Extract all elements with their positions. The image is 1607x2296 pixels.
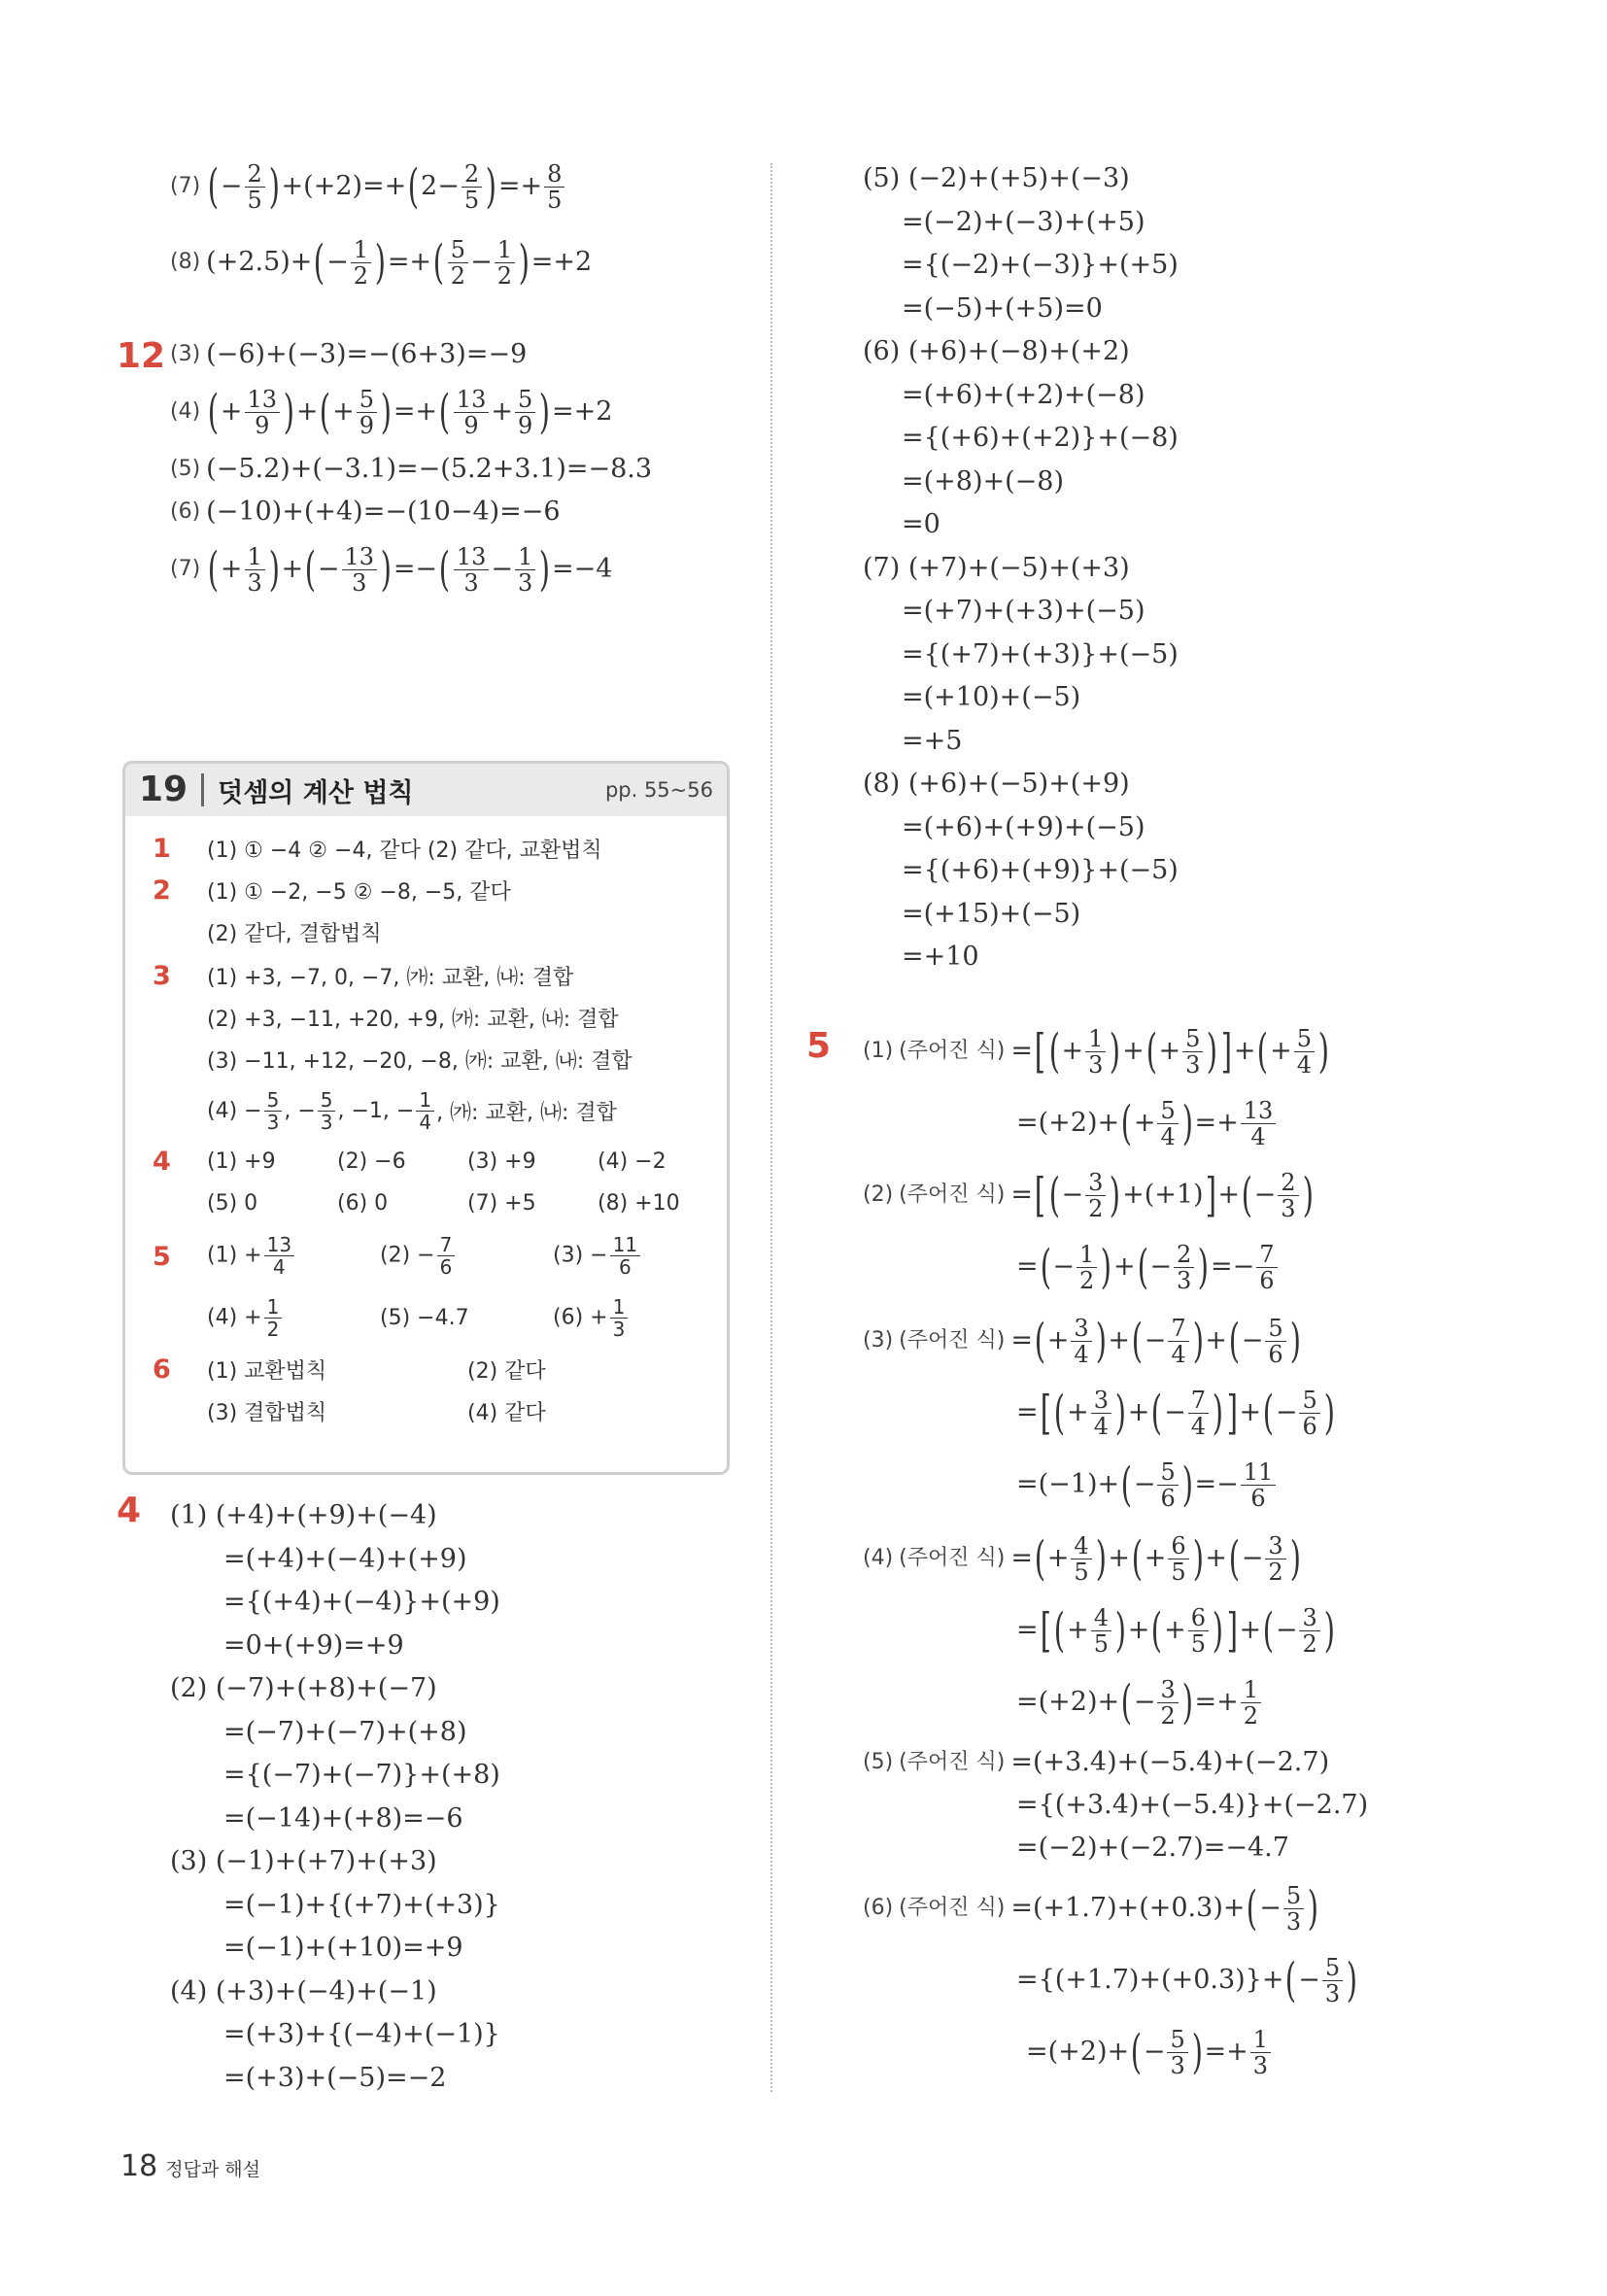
problem-5 — [806, 1020, 1525, 2083]
answer-line: =(−2)+(−3)+(+5) — [902, 206, 1145, 237]
answer-line: (7) ( − $\frac{2}{5}$ ) +(+2)=+ ( 2− $\frac{2}{5}$ ) =+ $\frac{8}{5}$ — [170, 155, 738, 218]
answer-line: (6) (−10)+(+4)=−(10−4)=−6 — [170, 497, 561, 527]
answer-line: =0 — [902, 509, 940, 540]
answer-line: =(−1)+(+10)=+9 — [223, 1933, 463, 1964]
answer-line: ={(−2)+(−3)}+(+5) — [902, 250, 1179, 281]
answer-line: ={(+1.7)+(+0.3)}+ ( − $\frac{5}{3}$ ) — [1016, 1953, 1358, 2007]
answer-line: (3) (−6)+(−3)=−(6+3)=−9 — [170, 339, 528, 369]
answer-line: = ( − $\frac{1}{2}$ ) + ( − $\frac{2}{3}$ ) =− $\frac{7}{6}$ — [863, 1236, 1525, 1298]
answer-line: (2) (주어진 식) = [ ( − $\frac{3}{2}$ ) +(+1) ] + ( − $\frac{2}{3}$ ) — [863, 1168, 1314, 1222]
answer-line: ={(−7)+(−7)}+(+8) — [223, 1760, 500, 1791]
answer-line: ={(+6)+(+9)}+(−5) — [902, 855, 1179, 886]
summary-row-3: 3 (1) +3, −7, 0, −7, ㈎: 교환, ㈏: 결합 (2) +3, −11, +20, +9, ㈎: 교환, ㈏: 결합 (3) −11, +12, −20, −8, ㈎: 교환, ㈏: 결합 (4) − $\frac{5}{3}$ , − $\frac{5}{3}$ , −1, − $\frac{1}{4}$ , ㈎: 교환, ㈏: 결합 — [153, 961, 633, 1134]
answer-line: =(+8)+(−8) — [902, 465, 1064, 497]
left-column — [117, 155, 738, 600]
answer-line: (5) (주어진 식) =(+3.4)+(−5.4)+(−2.7) — [863, 1747, 1330, 1777]
answer-line: (3) (주어진 식) = ( + $\frac{3}{4}$ ) + ( − $\frac{7}{4}$ ) + ( − $\frac{5}{6}$ ) — [863, 1314, 1301, 1368]
answer-line: (5) (−2)+(+5)+(−3) — [863, 163, 1130, 194]
answer-summary-box — [122, 761, 730, 1475]
section-number: 19 — [139, 773, 204, 806]
answer-line: (1) (+4)+(+9)+(−4) — [170, 1500, 437, 1531]
answer-line: = [ ( + $\frac{3}{4}$ ) + ( − $\frac{7}{4}$ ) ] + ( − $\frac{5}{6}$ ) — [1016, 1386, 1335, 1440]
answer-line: ={(+6)+(+2)}+(−8) — [902, 423, 1179, 454]
answer-line: =(+7)+(+3)+(−5) — [902, 596, 1145, 627]
right-column — [853, 157, 1523, 979]
answer-line: =(−14)+(+8)=−6 — [223, 1802, 463, 1833]
page-footer — [120, 2149, 260, 2183]
answer-line: =(−7)+(−7)+(+8) — [223, 1716, 467, 1747]
answer-line: =(+4)+(−4)+(+9) — [223, 1543, 467, 1574]
answer-line: =(+2)+ ( − $\frac{3}{2}$ ) =+ $\frac{1}{2}$ — [863, 1671, 1525, 1733]
answer-line: =(+2)+ ( + $\frac{5}{4}$ ) =+ $\frac{13}{4}$ — [863, 1092, 1525, 1154]
answer-line: (7) ( + $\frac{1}{3}$ ) + ( − $\frac{13}{3}$ ) =− ( $\frac{13}{3}$ − $\frac{1}{3}$ ) =−4 — [170, 542, 613, 597]
problem-number: 5 — [806, 1026, 832, 1066]
problem-12 — [117, 336, 738, 600]
answer-line: (1) (주어진 식) = [ ( + $\frac{1}{3}$ ) + ( + $\frac{5}{3}$ ) ] + ( + $\frac{5}{4}$ ) — [863, 1024, 1330, 1079]
answer-line: =(−1)+{(+7)+(+3)} — [223, 1889, 500, 1920]
footer-label: 정답과 해설 — [165, 2159, 260, 2180]
problem-number: 12 — [117, 336, 166, 376]
answer-line: (3) (−1)+(+7)+(+3) — [170, 1846, 437, 1877]
answer-line: =(+15)+(−5) — [902, 898, 1081, 929]
answer-line: =(−2)+(−2.7)=−4.7 — [1016, 1833, 1289, 1863]
problem-11-continued — [117, 155, 738, 293]
answer-line: (5) (−5.2)+(−3.1)=−(5.2+3.1)=−8.3 — [170, 454, 653, 484]
page-range: pp. 55~56 — [604, 778, 713, 802]
answer-line: =+5 — [902, 725, 963, 756]
answer-line: =0+(+9)=+9 — [223, 1629, 404, 1661]
problem-4-continued — [853, 157, 1523, 979]
section-title: 덧셈의 계산 법칙 — [218, 777, 414, 808]
answer-line: =(+3)+{(−4)+(−1)} — [223, 2019, 500, 2050]
answer-line: =(+3)+(−5)=−2 — [223, 2062, 447, 2093]
answer-line: =(+2)+ ( − $\frac{5}{3}$ ) =+ $\frac{1}{3}$ — [863, 2021, 1525, 2083]
answer-line: (2) (−7)+(+8)+(−7) — [170, 1673, 437, 1704]
answer-line: =(+10)+(−5) — [902, 682, 1081, 713]
answer-line: (4) (주어진 식) = ( + $\frac{4}{5}$ ) + ( + $\frac{6}{5}$ ) + ( − $\frac{3}{2}$ ) — [863, 1531, 1301, 1586]
summary-row-1: 1 (1) ① −4 ② −4, 같다 (2) 같다, 교환법칙 — [153, 834, 602, 864]
answer-line: =+10 — [902, 942, 979, 973]
answer-line: (6) (주어진 식) =(+1.7)+(+0.3)+ ( − $\frac{5}{3}$ ) — [863, 1881, 1319, 1936]
problem-4 — [117, 1491, 738, 2100]
answer-line: ={(+4)+(−4)}+(+9) — [223, 1587, 500, 1618]
summary-row-5: 5 (1) + $\frac{13}{4}$ (2) − $\frac{7}{6}$ (3) − $\frac{11}{6}$ (4) + $\frac{1}{2}$ (5) −4.7 (6) + $\frac{1}{3}$ — [125, 1224, 727, 1349]
answer-line: (8) (+6)+(−5)+(+9) — [863, 769, 1130, 800]
summary-row-6: 6 (1) 교환법칙 (2) 같다 (3) 결합법칙 (4) 같다 — [153, 1354, 546, 1425]
page-number: 18 — [120, 2149, 158, 2183]
problem-number: 4 — [117, 1491, 142, 1530]
answer-line: (4) ( + $\frac{13}{9}$ ) + ( + $\frac{5}{9}$ ) =+ ( $\frac{13}{9}$ + $\frac{5}{9}$ ) =+2 — [170, 385, 613, 439]
answer-line: =(−1)+ ( − $\frac{5}{6}$ ) =− $\frac{11}{6}$ — [863, 1454, 1525, 1516]
answer-line: (4) (+3)+(−4)+(−1) — [170, 1975, 437, 2006]
answer-line: (7) (+7)+(−5)+(+3) — [863, 552, 1130, 583]
answer-line: =(+6)+(+2)+(−8) — [902, 379, 1145, 410]
answer-line: = [ ( + $\frac{4}{5}$ ) + ( + $\frac{6}{5}$ ) ] + ( − $\frac{3}{2}$ ) — [1016, 1603, 1335, 1658]
answer-line: (6) (+6)+(−8)+(+2) — [863, 336, 1130, 367]
summary-row-2: 2 (1) ① −2, −5 ② −8, −5, 같다 (2) 같다, 결합법칙 — [153, 875, 511, 946]
answer-line: ={(+3.4)+(−5.4)}+(−2.7) — [1016, 1790, 1369, 1820]
box-header — [125, 764, 727, 816]
answer-line: (8) (+2.5)+ ( − $\frac{1}{2}$ ) =+ ( $\frac{5}{2}$ − $\frac{1}{2}$ ) =+2 — [170, 235, 593, 290]
answer-line: =(−5)+(+5)=0 — [902, 292, 1103, 324]
answer-line: ={(+7)+(+3)}+(−5) — [902, 638, 1179, 669]
column-divider — [770, 163, 772, 2092]
answer-line: =(+6)+(+9)+(−5) — [902, 811, 1145, 842]
summary-row-4: 4 (1) +9 (2) −6 (3) +9 (4) −2 (5) 0 (6) 0 (7) +5 (8) +10 — [153, 1147, 680, 1216]
